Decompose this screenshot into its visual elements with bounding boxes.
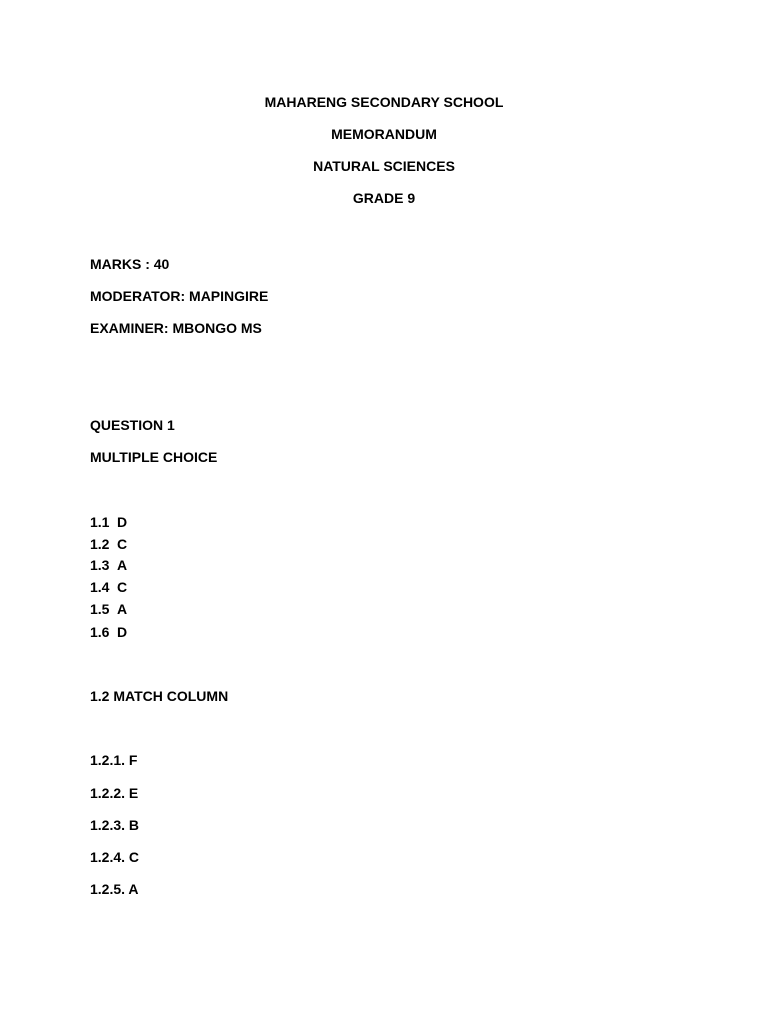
examiner: EXAMINER: MBONGO MS (90, 320, 262, 336)
match-item: 1.2.1. F (90, 752, 138, 768)
list-item (90, 514, 127, 530)
match-item: 1.2.5. A (90, 881, 139, 897)
item-answer: A (117, 601, 128, 617)
item-number: 1.6 (90, 624, 110, 640)
item-answer: D (117, 624, 128, 640)
item-answer: D (117, 514, 128, 530)
match-column-title: 1.2 MATCH COLUMN (90, 688, 229, 704)
item-answer: A (117, 557, 128, 573)
item-answer: C (117, 579, 128, 595)
match-item: 1.2.2. E (90, 785, 139, 801)
list-item (90, 557, 127, 573)
question-subtitle: MULTIPLE CHOICE (90, 449, 218, 465)
item-number: 1.5 (90, 601, 110, 617)
match-item: 1.2.3. B (90, 817, 140, 833)
grade: GRADE 9 (352, 190, 416, 206)
item-answer: C (117, 536, 128, 552)
moderator: MODERATOR: MAPINGIRE (90, 288, 269, 304)
list-item (90, 579, 127, 595)
list-item (90, 601, 127, 617)
document-type: MEMORANDUM (331, 126, 437, 142)
item-number: 1.3 (90, 557, 110, 573)
item-number: 1.1 (90, 514, 110, 530)
item-number: 1.2 (90, 536, 110, 552)
item-number: 1.4 (90, 579, 110, 595)
subject: NATURAL SCIENCES (313, 158, 455, 174)
list-item (90, 624, 127, 640)
match-item: 1.2.4. C (90, 849, 140, 865)
question-title: QUESTION 1 (90, 417, 175, 433)
marks: MARKS : 40 (90, 256, 170, 272)
list-item (90, 536, 127, 552)
school-name: MAHARENG SECONDARY SCHOOL (264, 94, 504, 110)
